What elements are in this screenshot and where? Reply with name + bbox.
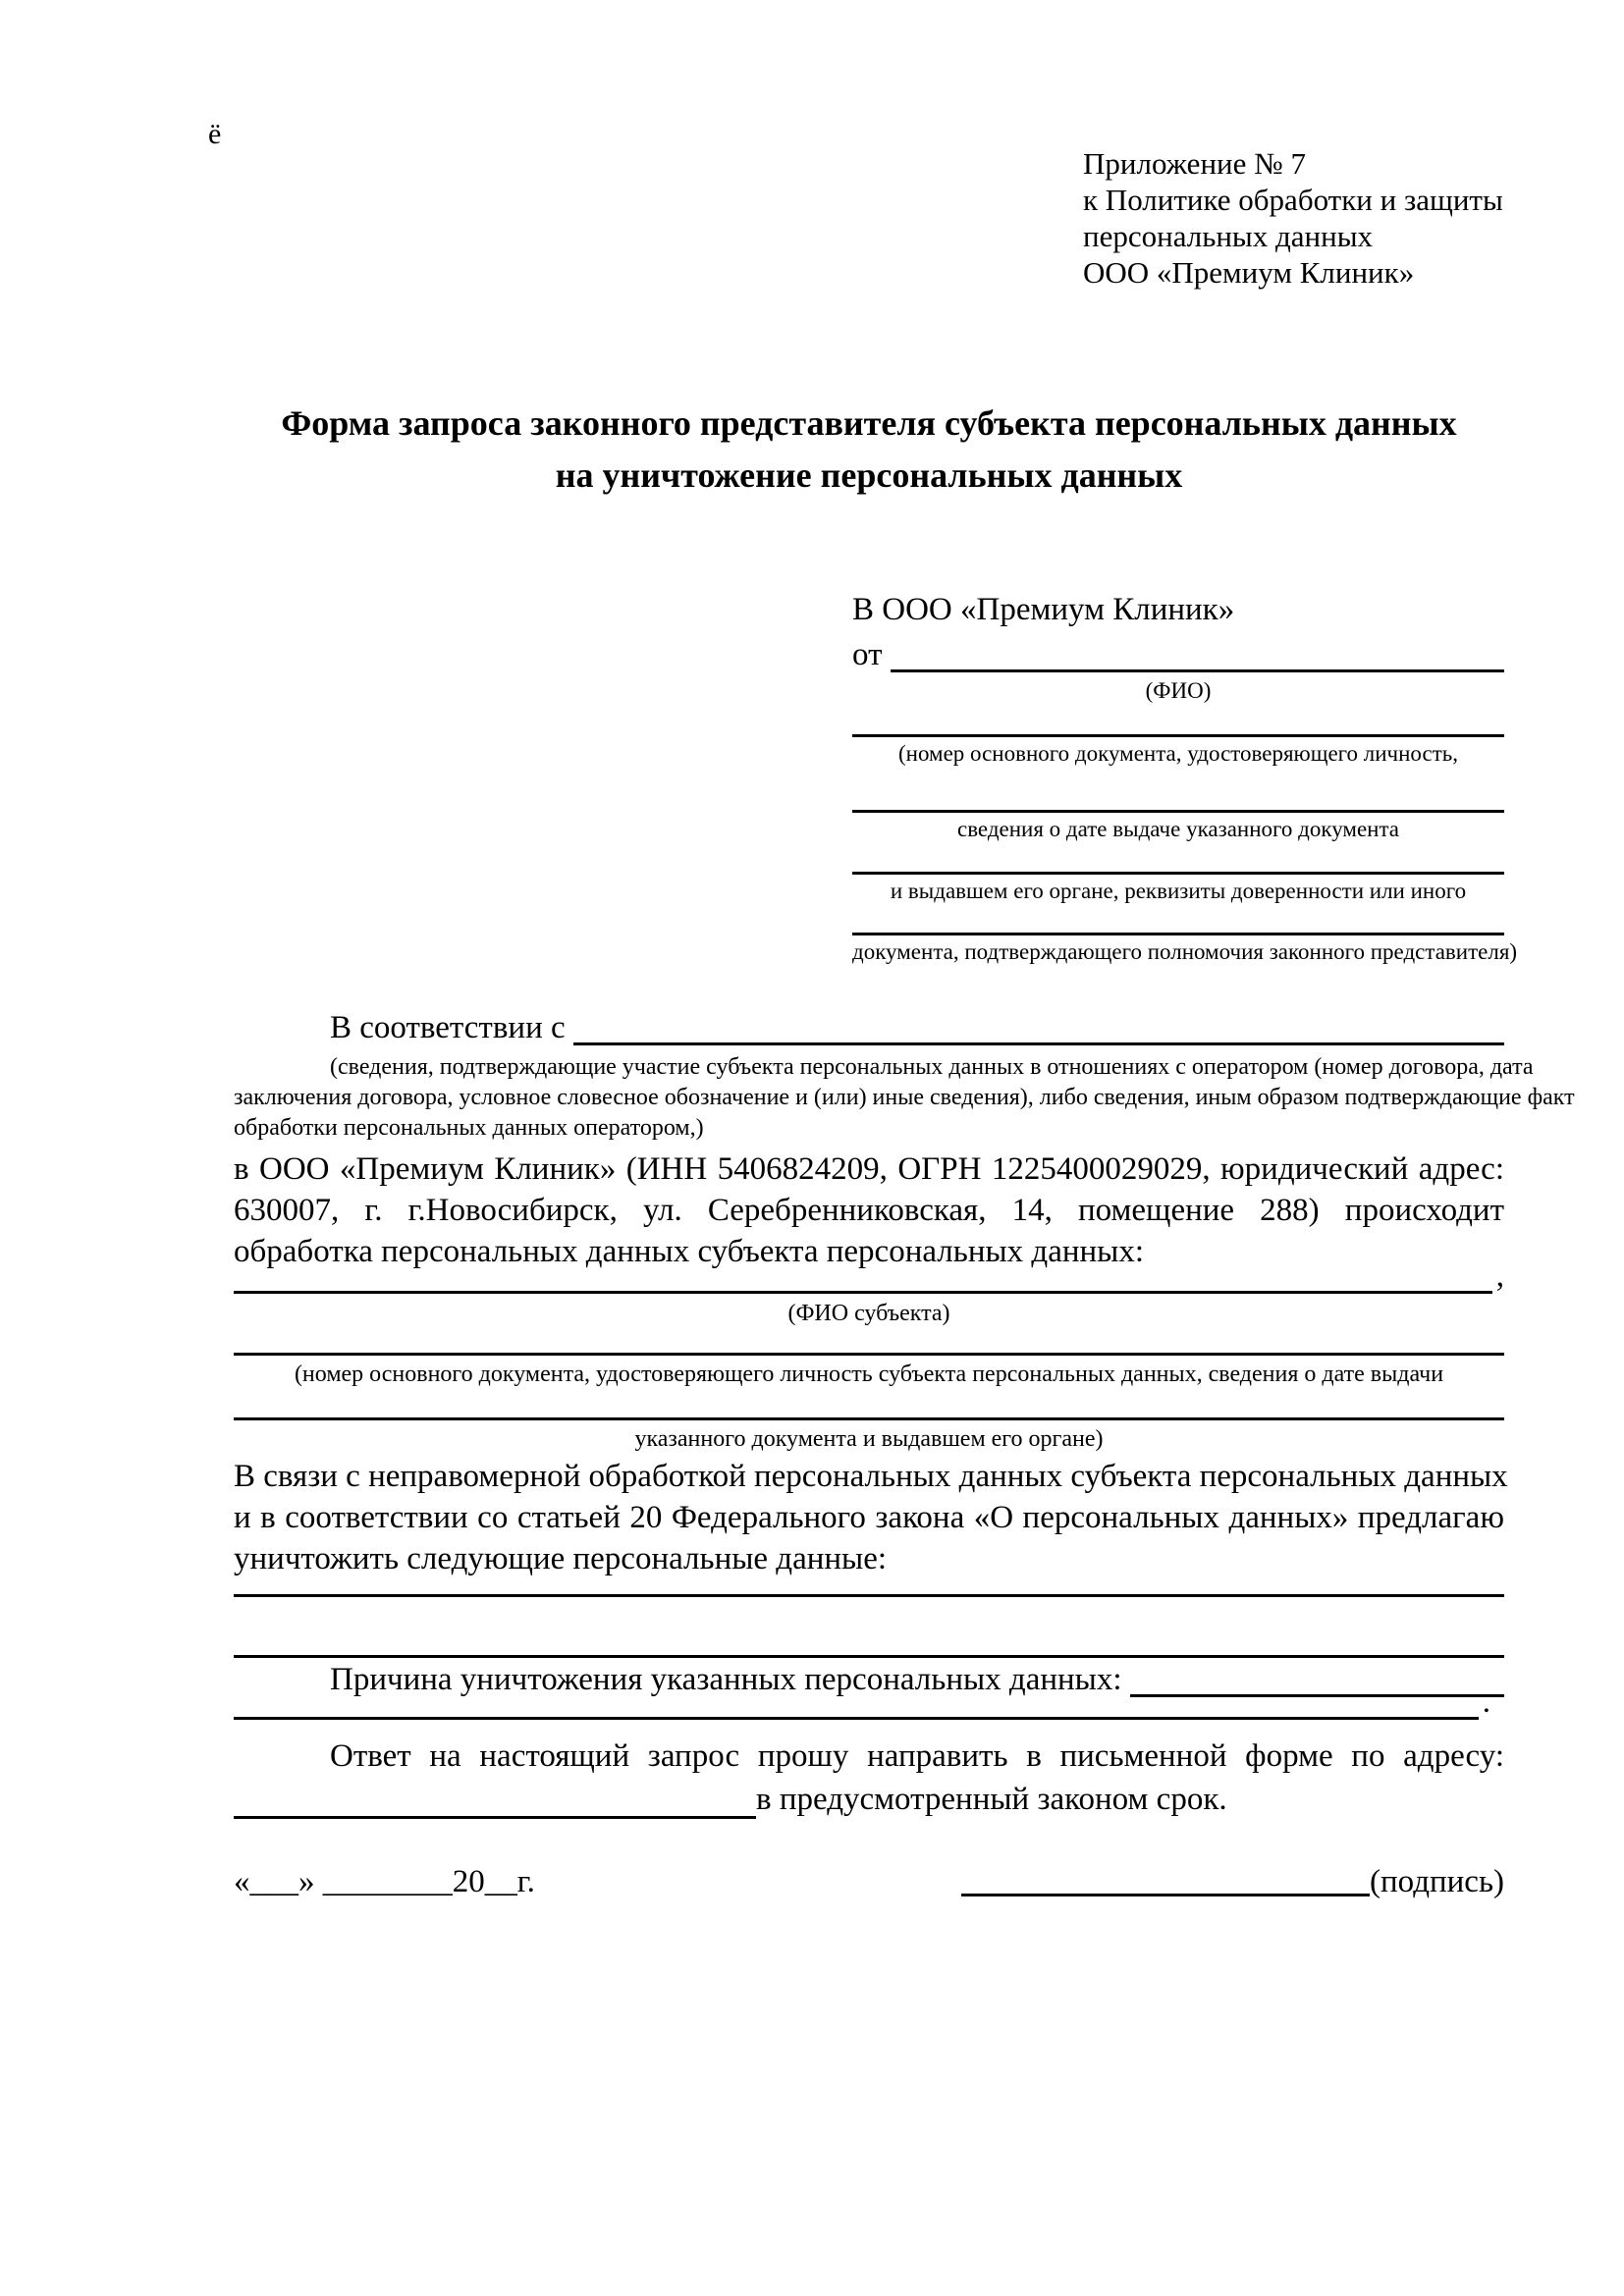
accordance-note <box>234 1052 1575 1144</box>
answer-tail: в предусмотренный законом срок. <box>756 1782 1227 1817</box>
reason-continuation-line <box>234 1717 1479 1720</box>
answer-line: Ответ на настоящий запрос прошу направить в письменной форме по адресу: <box>330 1738 1504 1774</box>
appendix-line: к Политике обработки и защиты <box>1083 183 1503 217</box>
signature-line <box>961 1859 1370 1896</box>
signature-group <box>961 1859 1504 1904</box>
reason-label: Причина уничтожения указанных персональных данных: <box>330 1662 1130 1697</box>
addressee-block <box>852 587 1518 968</box>
fio-caption: (ФИО) <box>1145 678 1212 703</box>
accordance-fill-line <box>573 1007 1504 1045</box>
reason-continuation-row <box>234 1684 1490 1720</box>
operator-line: 630007, г. г.Новосибирск, ул. Серебренниковская, 14, помещение 288) происходит <box>234 1193 1504 1228</box>
doc-caption-2: сведения о дате выдаче указанного документа <box>956 817 1400 841</box>
title-line: Форма запроса законного представителя субъекта персональных данных <box>281 403 1457 443</box>
paragraph-indent <box>234 1007 330 1050</box>
demand-line: В связи с неправомерной обработкой персональных данных субъекта персональных данных <box>234 1459 1508 1494</box>
demand-line: уничтожить следующие персональные данные: <box>234 1541 888 1576</box>
paragraph-indent <box>234 1659 330 1702</box>
blank-data-line-2 <box>234 1655 1504 1658</box>
subject-fio-row <box>234 1258 1504 1294</box>
doc-caption-4: документа, подтверждающего полномочия законного представителя) <box>852 939 1518 964</box>
signature-row <box>234 1859 1504 1904</box>
accordance-lead: В соответствии с <box>330 1010 573 1045</box>
reason-fill-line <box>1130 1659 1504 1697</box>
appendix-line: ООО «Премиум Клиник» <box>1083 255 1415 290</box>
reason-row <box>234 1659 1504 1702</box>
operator-paragraph <box>234 1148 1504 1272</box>
subject-fio-line <box>234 1291 1492 1294</box>
operator-line: в ООО «Премиум Клиник» (ИНН 5406824209, ОГРН 1225400029029, юридический адрес: <box>234 1151 1504 1187</box>
appendix-block <box>1083 145 1503 291</box>
subject-fio-caption: (ФИО субъекта) <box>787 1301 950 1326</box>
trailing-comma: , <box>1495 1258 1504 1294</box>
addressee-organization: В ООО «Премиум Клиник» <box>852 592 1235 627</box>
address-fill-line <box>234 1779 756 1819</box>
answer-tail-row <box>234 1779 1504 1824</box>
demand-line: и в соответствии со статьей 20 Федерального закона «О персональных данных» предлагаю <box>234 1500 1504 1535</box>
from-fill-line <box>891 632 1504 672</box>
subject-doc-caption-1: (номер основного документа, удостоверяющего личность субъекта персональных данных, сведения о дате выдачи <box>294 1362 1444 1387</box>
title-line: на уничтожение персональных данных <box>555 455 1183 495</box>
subject-doc-caption-2: указанного документа и выдавшем его органе) <box>634 1426 1104 1452</box>
doc-caption-3: и выдавшем его органе, реквизиты доверенности или иного <box>890 879 1467 903</box>
note-line: заключения договора, условное словесное обозначение и (или) иные сведения), либо сведения, иным образом подтверждающие факт <box>234 1085 1575 1110</box>
date-blank: «___» ________20__г. <box>234 1864 535 1899</box>
demand-paragraph <box>234 1456 1508 1579</box>
signature-caption: (подпись) <box>1370 1864 1504 1899</box>
appendix-line: персональных данных <box>1083 219 1374 253</box>
doc-caption-1: (номер основного документа, удостоверяющего личность, <box>897 741 1458 766</box>
trailing-period: . <box>1482 1684 1490 1720</box>
note-line: (сведения, подтверждающие участие субъекта персональных данных в отношениях с оператором (номер договора, дата <box>330 1054 1534 1080</box>
document-title <box>234 398 1504 502</box>
subject-doc-line-1 <box>234 1353 1504 1356</box>
from-row <box>852 632 1504 677</box>
note-line: обработки персональных данных оператором,) <box>234 1115 704 1141</box>
stray-char: ё <box>208 118 222 150</box>
accordance-row <box>234 1007 1504 1050</box>
from-label: от <box>852 637 891 672</box>
appendix-line: Приложение № 7 <box>1083 146 1306 181</box>
operator-line: обработка персональных данных субъекта персональных данных: <box>234 1234 1144 1269</box>
subject-doc-line-2 <box>234 1417 1504 1420</box>
blank-data-line-1 <box>234 1594 1504 1597</box>
